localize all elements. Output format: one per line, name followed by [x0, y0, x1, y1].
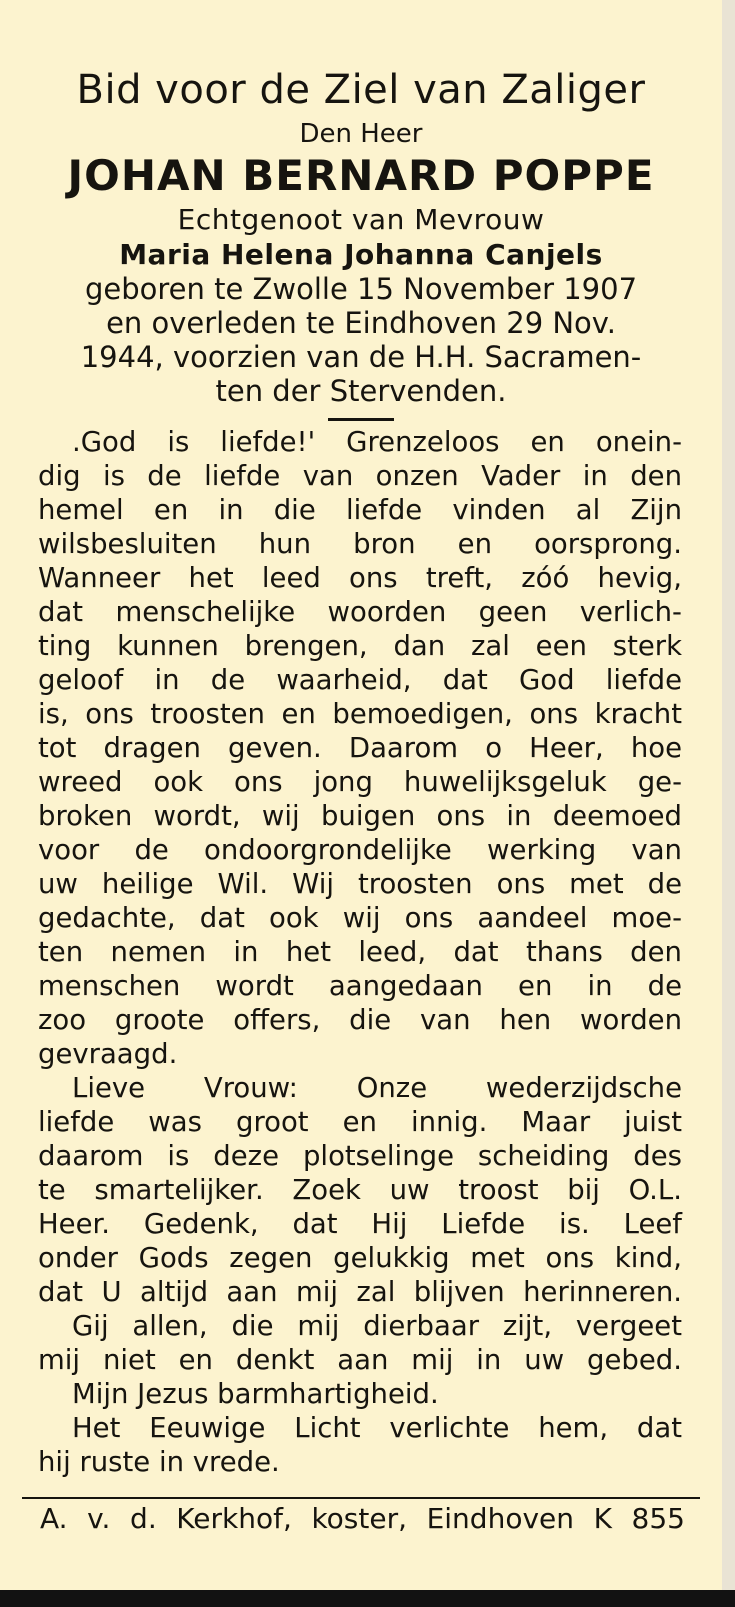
text-line: is, ons troosten en bemoedigen, ons kracht: [38, 698, 682, 730]
text-line: onder Gods zegen gelukkig met ons kind,: [38, 1242, 682, 1274]
text-line: dat menschelijke woorden geen verlich-: [38, 596, 682, 628]
text-line: hij ruste in vrede.: [38, 1446, 280, 1478]
sacraments-line: 1944, voorzien van de H.H. Sacramen-: [80, 340, 642, 374]
text-line: Lieve Vrouw: Onze wederzijdsche: [72, 1072, 682, 1104]
text-line: geloof in de waarheid, dat God liefde: [38, 664, 682, 696]
text-line: Heer. Gedenk, dat Hij Liefde is. Leef: [38, 1208, 682, 1240]
honorific: Den Heer: [299, 119, 423, 149]
card-header: [0, 62, 722, 421]
text-line: menschen wordt aangedaan en in de: [38, 970, 682, 1002]
text-line: zoo groote offers, die van hen worden: [38, 1004, 682, 1036]
text-line: Mijn Jezus barmhartigheid.: [72, 1378, 439, 1410]
text-line: te smartelijker. Zoek uw troost bij O.L.: [38, 1174, 682, 1206]
text-line: hemel en in die liefde vinden al Zijn: [38, 494, 682, 526]
text-line: broken wordt, wij buigen ons in deemoed: [38, 800, 682, 832]
text-line: mij niet en denkt aan mij in uw gebed.: [38, 1344, 682, 1376]
text-line: liefde was groot en innig. Maar juist: [38, 1106, 682, 1138]
text-line: Het Eeuwige Licht verlichte hem, dat: [72, 1412, 682, 1444]
text-line: dat U altijd aan mij zal blijven herinneren.: [38, 1276, 682, 1308]
text-line: ting kunnen brengen, dan zal een sterk: [38, 630, 682, 662]
spouse-name: Maria Helena Johanna Canjels: [119, 238, 603, 271]
header-divider: [328, 418, 394, 421]
scan-margin-right: [722, 0, 735, 1607]
sacraments-line-end: ten der Stervenden.: [215, 374, 507, 408]
text-line: Wanneer het leed ons treft, zóó hevig,: [38, 562, 682, 594]
text-line: tot dragen geven. Daarom o Heer, hoe: [38, 732, 682, 764]
text-line: gedachte, dat ook wij ons aandeel moe-: [38, 902, 682, 934]
text-line: daarom is deze plotselinge scheiding des: [38, 1140, 682, 1172]
text-line: gevraagd.: [38, 1038, 178, 1070]
text-line: wreed ook ons jong huwelijksgeluk ge-: [38, 766, 682, 798]
text-line: wilsbesluiten hun bron en oorsprong.: [38, 528, 682, 560]
spouse-label: Echtgenoot van Mevrouw: [177, 203, 545, 236]
text-line: dig is de liefde van onzen Vader in den: [38, 460, 682, 492]
text-line: uw heilige Wil. Wij troosten ons met de: [38, 868, 682, 900]
prayer-heading: Bid voor de Ziel van Zaliger: [76, 67, 646, 113]
footer-divider: [22, 1497, 700, 1499]
text-line: ten nemen in het leed, dat thans den: [38, 936, 682, 968]
text-line: .God is liefde!' Grenzeloos en onein-: [72, 426, 682, 458]
text-line: voor de ondoorgrondelijke werking van: [38, 834, 682, 866]
memorial-text: [38, 425, 682, 1479]
text-line: Gij allen, die mij dierbaar zijt, vergeet: [72, 1310, 682, 1342]
death-line: en overleden te Eindhoven 29 Nov.: [106, 306, 616, 340]
deceased-name: JOHAN BERNARD POPPE: [67, 151, 655, 200]
printer-credit: A. v. d. Kerkhof, koster, Eindhoven K 855: [40, 1502, 685, 1535]
scan-margin-bottom: [0, 1590, 735, 1607]
birth-line: geboren te Zwolle 15 November 1907: [84, 272, 638, 306]
